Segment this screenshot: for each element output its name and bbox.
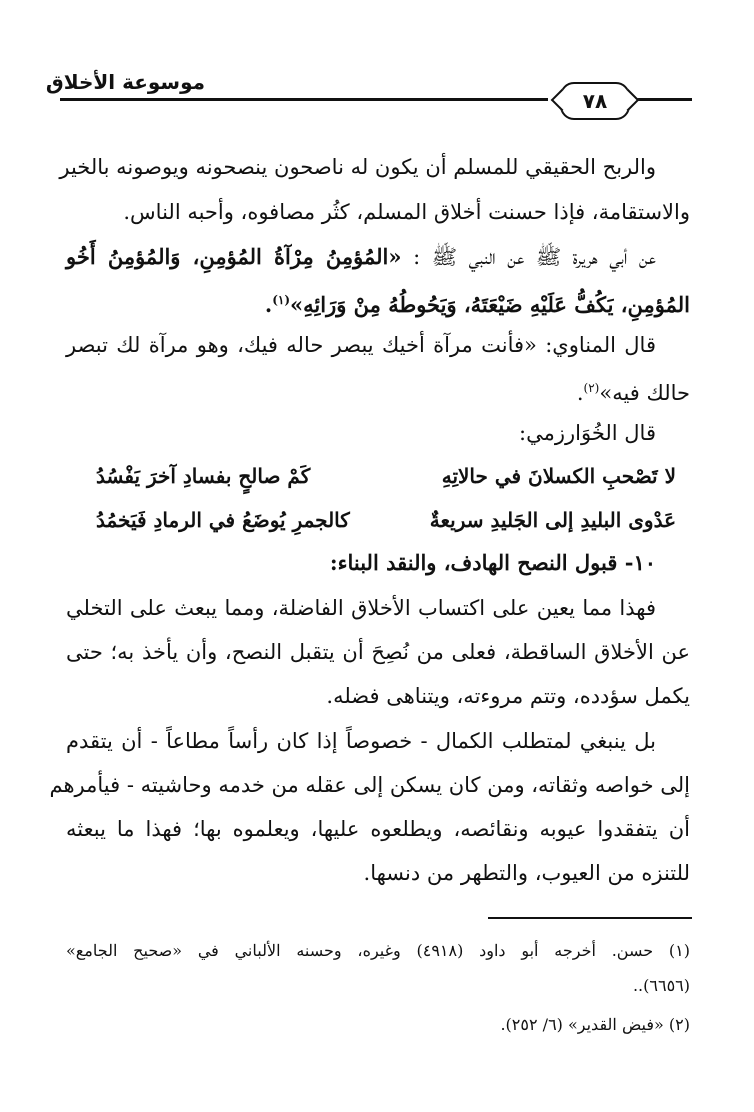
paragraph-line: فهذا مما يعين على اكتساب الأخلاق الفاضلة، ومما يبعث على التخلي — [66, 596, 656, 620]
footnote-1-line: (١) حسن. أخرجه أبو داود (٤٩١٨) وغيره، وحسنه الألباني في «صحيح الجامع» — [66, 941, 691, 960]
hadith-text: «المُؤمِنُ مِرْآةُ المُؤمِنِ، وَالمُؤمِنُ أَخُو — [66, 244, 402, 269]
header-rule-right — [634, 98, 692, 101]
footnote-separator — [488, 917, 692, 919]
paragraph-line: قال المناوي: «فأنت مرآة أخيك يبصر حاله فيك، وهو مرآة لك تبصر — [66, 333, 656, 357]
verse-first-hemistich: عَدْوى البليدِ إلى الجَليدِ سريعةٌ — [429, 508, 676, 532]
poem-verse — [66, 460, 690, 492]
hadith-intro: عن أبي هريرة ﷺ عن النبي ﷺ : — [413, 245, 656, 269]
book-title: موسوعة الأخلاق — [45, 70, 205, 94]
quote-end: حالك فيه» — [599, 381, 690, 405]
hadith-text: المُؤمِنِ، يَكُفُّ عَلَيْهِ ضَيْعَتَهُ، وَيَحُوطُهُ مِنْ وَرَائِهِ» — [290, 292, 690, 317]
poem-verse — [66, 504, 690, 536]
poem-intro: قال الخُوَارزمي: — [519, 421, 656, 445]
hadith-line: المُؤمِنِ، يَكُفُّ عَلَيْهِ ضَيْعَتَهُ، وَيَحُوطُهُ مِنْ وَرَائِهِ»$^{(١)}$. — [264, 292, 690, 317]
paragraph-line: أن يتفقدوا عيوبه ونقائصه، ويطلعوه عليها، ويعلموه بها؛ فهذا ما يبعثه — [66, 817, 690, 841]
verse-first-hemistich: لا تَصْحبِ الكسلانَ في حالاتِهِ — [441, 464, 676, 488]
section-heading: ١٠- قبول النصح الهادف، والنقد البناء: — [329, 550, 656, 575]
page-number — [560, 82, 630, 120]
footnote-ref: (١) — [272, 293, 291, 307]
paragraph-line: والربح الحقيقي للمسلم أن يكون له ناصحون ينصحونه ويوصونه بالخير — [59, 155, 656, 179]
footnote-2: (٢) «فيض القدير» (٦/ ٢٥٢). — [500, 1015, 690, 1034]
page-number-text: ٧٨ — [582, 89, 608, 113]
verse-second-hemistich: كَمْ صالحٍ بفسادِ آخرَ يَفْسُدُ — [96, 464, 311, 488]
footnote-1-line: (٦٦٥٦).. — [632, 976, 690, 995]
paragraph-line: يكمل سؤدده، وتتم مروءته، ويتناهى فضله. — [326, 684, 690, 708]
footnote-ref: (٢) — [583, 381, 600, 395]
hadith-line — [66, 242, 656, 272]
verse-second-hemistich: كالجمرِ يُوضَعُ في الرمادِ فَيَخمُدُ — [96, 508, 350, 532]
paragraph-line: عن الأخلاق الساقطة، فعلى من نُصِحَ أن يتقبل النصح، وأن يأخذ به؛ حتى — [66, 640, 690, 664]
paragraph-line: حالك فيه»$^{(٢)}$. — [576, 381, 690, 405]
paragraph-line: للتنزه من العيوب، والتطهر من دنسها. — [363, 861, 690, 885]
header-rule-left — [60, 98, 548, 101]
paragraph-line: إلى خواصه وثقاته، ومن كان يسكن إلى عقله من خدمه وحاشيته - فيأمرهم — [49, 773, 690, 797]
paragraph-line: والاستقامة، فإذا حسنت أخلاق المسلم، كثُر مصافوه، وأحبه الناس. — [123, 200, 690, 224]
paragraph-line: بل ينبغي لمتطلب الكمال - خصوصاً إذا كان رأساً مطاعاً - أن يتقدم — [66, 729, 656, 753]
